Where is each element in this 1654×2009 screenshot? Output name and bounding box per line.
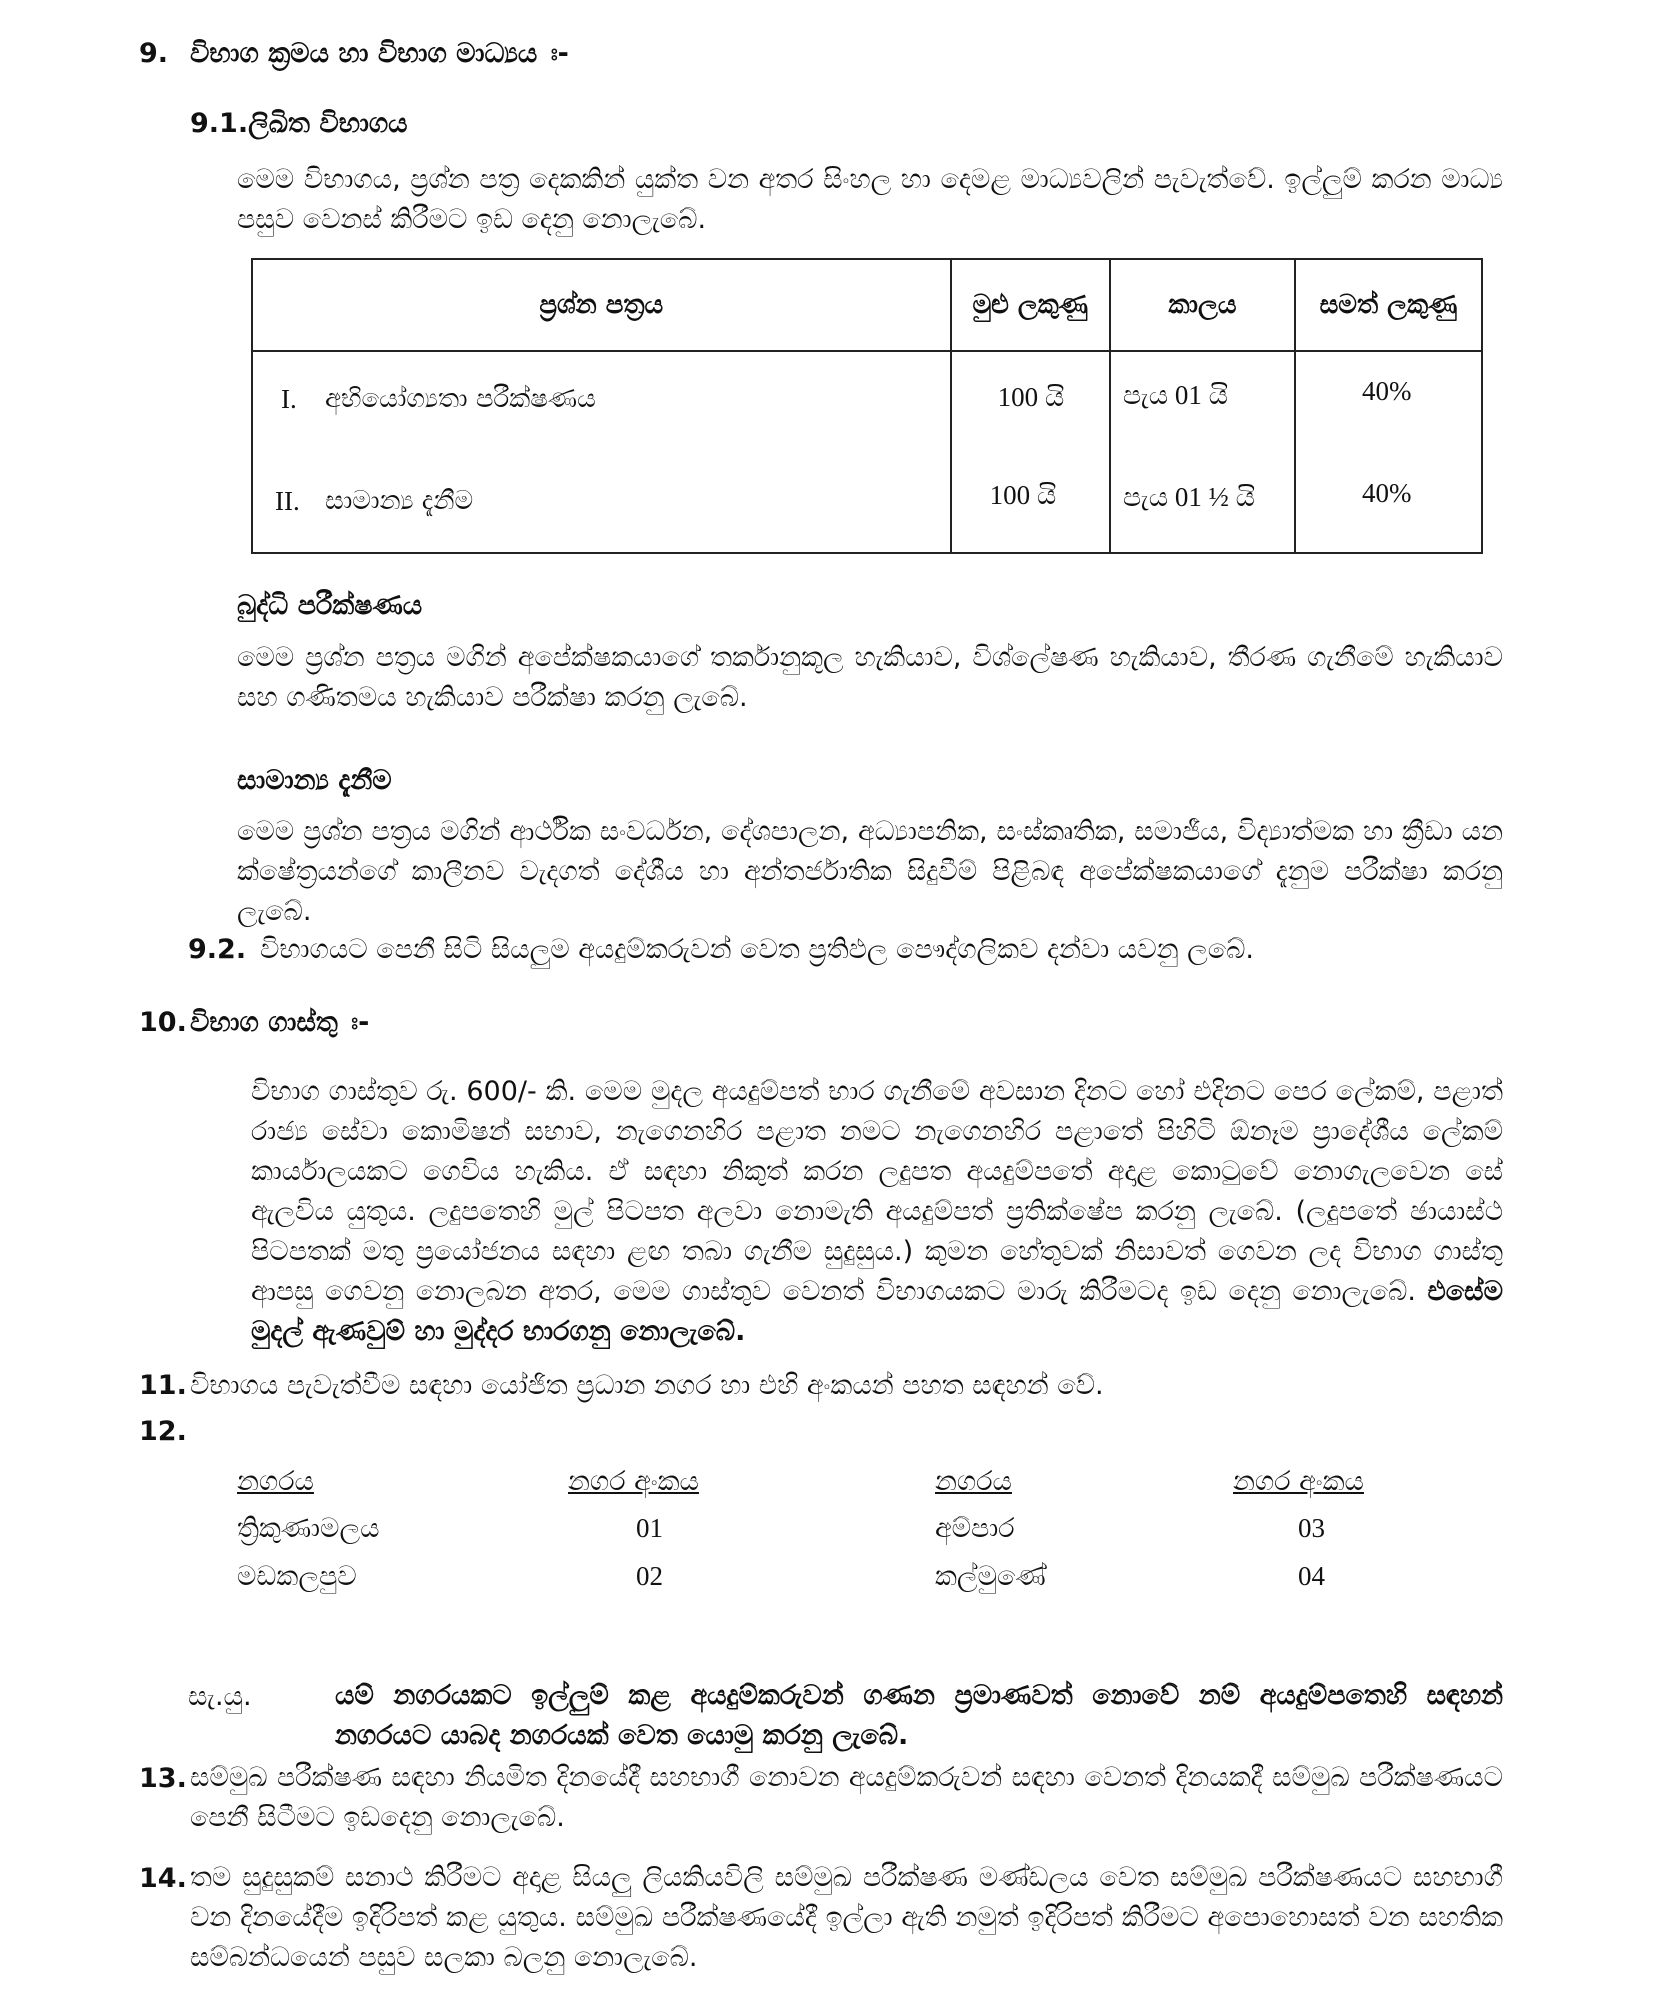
fee-text: විභාග ගාස්තුව රු. 600/- කි. මෙම මුදල අයදුම්පත් භාර ගැනීමේ අවසාන දිනට හෝ එදිනට පෙර ලේකම්, පළාත් රාජ්‍ය සේවා කොමිෂන් සභාව, නැගෙනහිර පළාත නමට නැගෙනහිර පළාතේ පිහිටි ඕනෑම ප්‍රාදේශීය ලේකම් කාර්යාලයකට ගෙවිය හැකිය. ඒ සඳහා නිකුත් කරන ලදුපත අයදුම්පතේ අදාළ කොටුවේ නොගැලවෙන සේ ඇලවිය යුතුය. ලදුපතෙහි මුල් පිටපත අලවා නොමැති අයදුම්පත් ප්‍රතික්ෂේප කරනු ලැබේ. (ලදුපතේ ඡායාස්ථ පිටපතක් මතු ප්‍රයෝජනය සඳහා ළඟ තබා ගැනීම සුදුසුය.) කුමන හේතුවක් නිසාවත් ගෙවන ලද විභාග ගාස්තු ආපසු ගෙවනු නොලබන අතර, මෙම ගාස්තුව වෙනත් විභාගයකට මාරු කිරීමටද ඉඩ දෙනු නොලැබේ. xyxy=(251,1076,1503,1307)
section-9-1-title: 9.1.ලිඛිත විභාගය xyxy=(190,108,408,139)
duration-value: පැය 01 යි xyxy=(1122,380,1229,410)
roman-numeral: II. xyxy=(275,486,300,516)
city-code: 01 xyxy=(636,1513,663,1543)
section-10-text xyxy=(251,1072,1503,1352)
general-knowledge-title: සාමාන්‍ය දැනීම xyxy=(237,765,392,796)
city-name: කල්මුණේ xyxy=(935,1561,1046,1592)
section-12-number: 12. xyxy=(139,1416,187,1447)
pass-value: 40% xyxy=(1361,478,1412,508)
city-name: අම්පාර xyxy=(935,1513,1015,1544)
table-row xyxy=(252,351,1482,553)
city-code: 03 xyxy=(1298,1513,1325,1543)
duration-cell xyxy=(1110,351,1295,553)
city-header: නගරය xyxy=(237,1466,314,1497)
header-duration: කාලය xyxy=(1110,259,1295,351)
duration-value: පැය 01 ½ යි xyxy=(1122,482,1256,512)
section-9-1-intro: මෙම විභාගය, ප්‍රශ්න පත්‍ර දෙකකින් යුක්ත වන අතර සිංහල හා දෙමළ මාධ්‍යවලින් පැවැත්වේ. ඉල්ලුම් කරන මාධ්‍ය පසුව වෙනස් කිරීමට ඉඩ දෙනු නොලැබේ. xyxy=(237,164,1503,235)
city-code: 04 xyxy=(1298,1561,1325,1591)
fee-bold-note: එසේම මුදල් ඇණවුම් හා මුද්දර භාරගනු නොලැබේ. xyxy=(251,1276,1503,1347)
section-10-title: විභාග ගාස්තු ඃ- xyxy=(190,1007,370,1038)
section-9-number: 9. xyxy=(139,38,169,69)
section-10-number: 10. xyxy=(139,1007,187,1038)
section-9-2-number: 9.2. xyxy=(188,934,247,965)
general-knowledge-text: මෙම ප්‍රශ්න පත්‍රය මගින් ආර්ථික සංවර්ධන, දේශපාලන, අධ්‍යාපනික, සංස්කෘතික, සමාජීය, විද්‍යාත්මක හා ක්‍රීඩා යන ක්ෂේත්‍රයන්ගේ කාලීනව වැදගත් දේශීය හා අන්තර්ජාතික සිදුවීම් පිළිබඳ අපේක්ෂකයාගේ දැනුම පරීක්ෂා කරනු ලැබේ. xyxy=(237,816,1503,927)
city-header: නගරය xyxy=(935,1466,1012,1497)
section-9-title: විභාග ක්‍රමය හා විභාග මාධ්‍යය ඃ- xyxy=(190,38,569,69)
section-9-2-text: විභාගයට පෙනී සිටි සියලුම අයදුම්කරුවන් වෙත ප්‍රතිඵල පෞද්ගලිකව දන්වා යවනු ලබේ. xyxy=(260,934,1255,965)
paper-name: අභියෝග්‍යතා පරීක්ෂණය xyxy=(325,384,596,414)
section-11-number: 11. xyxy=(139,1370,187,1401)
note-text: යම් නගරයකට ඉල්ලුම් කළ අයදුම්කරුවන් ගණන ප්‍රමාණවත් නොවේ නම් අයදුම්පතෙහි සඳහන් නගරයට යාබද නගරයක් වෙත යොමු කරනු ලැබේ. xyxy=(335,1680,1503,1751)
exam-papers-table xyxy=(251,258,1483,554)
section-13-text: සම්මුඛ පරීක්ෂණ සඳහා නියමිත දිනයේදී සහභාගී නොවන අයදුම්කරුවන් සඳහා වෙනත් දිනයකදී සම්මුඛ පරීක්ෂණයට පෙනී සිටීමට ඉඩදෙනු නොලැබේ. xyxy=(190,1762,1503,1833)
city-name: මඩකලපුව xyxy=(237,1561,357,1592)
header-paper: ප්‍රශ්න පත්‍රය xyxy=(252,259,951,351)
aptitude-text: මෙම ප්‍රශ්න පත්‍රය මගින් අපේක්ෂකයාගේ තර්කානුකූල හැකියාව, විශ්ලේෂණ හැකියාව, තීරණ ගැනීමේ හැකියාව සහ ගණිතමය හැකියාව පරීක්ෂා කරනු ලැබේ. xyxy=(237,642,1503,713)
note-label: සැ.යු. xyxy=(188,1681,252,1712)
city-code: 02 xyxy=(636,1561,663,1591)
paper-name: සාමාන්‍ය දැනීම xyxy=(325,486,474,516)
section-13-number: 13. xyxy=(139,1763,187,1794)
section-14-text: තම සුදුසුකම් සනාථ කිරීමට අදාළ සියලු ලියකියවිලි සම්මුඛ පරීක්ෂණ මණ්ඩලය වෙත සම්මුඛ පරීක්ෂණයට සහභාගී වන දිනයේදීම ඉදිරිපත් කළ යුතුය. සම්මුඛ පරීක්ෂණයේදී ඉල්ලා ඇති නමුත් ඉදිරිපත් කිරීමට අපොහොසත් වන සහතික සම්බන්ධයෙන් පසුව සලකා බලනු නොලැබේ. xyxy=(190,1862,1503,1973)
section-14-number: 14. xyxy=(139,1863,187,1894)
city-code-header: නගර අංකය xyxy=(568,1466,699,1497)
city-name: ත්‍රිකුණාමලය xyxy=(237,1513,380,1544)
marks-value: 100 යි xyxy=(989,480,1057,510)
section-11-text: විභාගය පැවැත්වීම සඳහා යෝජිත ප්‍රධාන නගර හා එහි අංකයන් පහත සඳහන් වේ. xyxy=(190,1370,1104,1401)
city-code-header: නගර අංකය xyxy=(1233,1466,1364,1497)
aptitude-title: බුද්ධි පරීක්ෂණය xyxy=(237,590,423,621)
header-pass-marks: සමත් ලකුණු xyxy=(1295,259,1482,351)
pass-value: 40% xyxy=(1361,376,1412,406)
table-header-row xyxy=(252,259,1482,351)
marks-cell xyxy=(951,351,1110,553)
paper-cell xyxy=(252,351,951,553)
pass-cell xyxy=(1295,351,1482,553)
roman-numeral: I. xyxy=(281,384,297,414)
header-total-marks: මුළු ලකුණු xyxy=(951,259,1110,351)
marks-value: 100 යි xyxy=(997,382,1065,412)
